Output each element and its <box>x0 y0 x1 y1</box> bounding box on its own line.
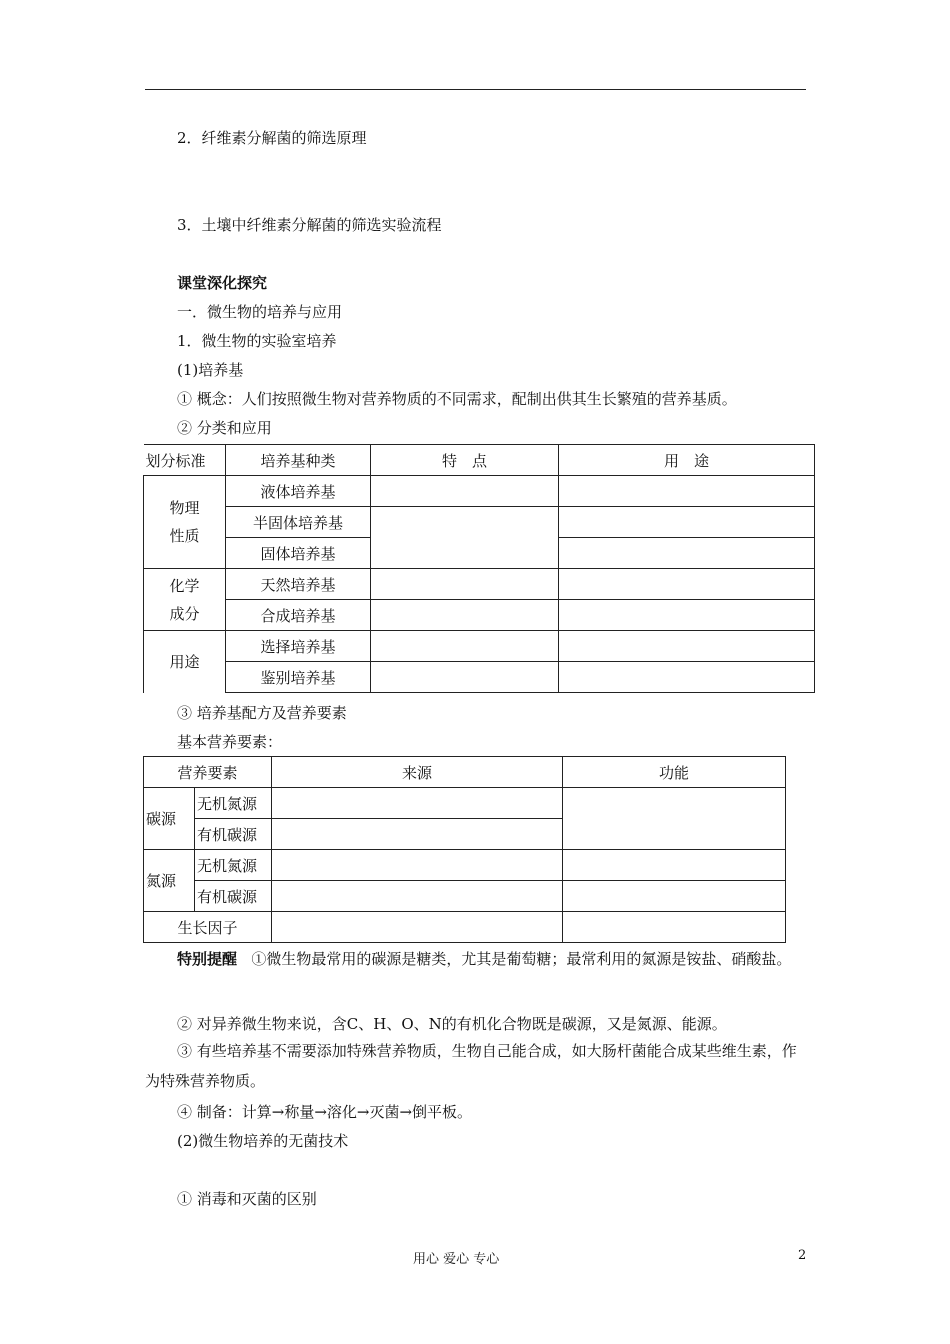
table-row <box>144 569 815 600</box>
group-label-line: 性质 <box>169 527 200 545</box>
source-cell <box>272 912 563 943</box>
group-label-line: 成分 <box>169 604 200 623</box>
tip-paragraph-1 <box>145 944 810 974</box>
formula-text: ③ 培养基配方及营养要素 <box>177 704 347 722</box>
source-cell <box>272 881 563 912</box>
header-source: 来源 <box>272 757 563 788</box>
use-cell <box>559 476 815 507</box>
header-criterion: 划分标准 <box>144 445 226 476</box>
sub-source: 无机氮源 <box>195 850 272 881</box>
header-function: 功能 <box>563 757 786 788</box>
table-header-row <box>144 445 815 476</box>
growth-factor-label: 生长因子 <box>144 912 272 943</box>
header-rule <box>145 89 806 90</box>
source-cell <box>272 788 563 819</box>
medium-type: 天然培养基 <box>226 569 371 600</box>
table-row <box>144 881 786 912</box>
table-row <box>144 850 786 881</box>
item-disinfection: ① 消毒和灭菌的区别 <box>177 1190 317 1208</box>
use-cell <box>559 631 815 662</box>
group-label-physical <box>144 476 226 569</box>
subsection-1-1: 1．微生物的实验室培养 <box>177 332 337 350</box>
function-cell <box>563 788 786 850</box>
group-label-line: 化学 <box>169 576 200 595</box>
feature-cell <box>371 507 559 569</box>
table-row <box>144 600 815 631</box>
table-row <box>144 507 815 538</box>
source-cell <box>272 819 563 850</box>
use-cell <box>559 662 815 693</box>
medium-type: 液体培养基 <box>226 476 371 507</box>
table-row <box>144 788 786 819</box>
tip-text-4: ④ 制备：计算→称量→溶化→灭菌→倒平板。 <box>177 1103 473 1121</box>
footer-slogan: 用心 爱心 专心 <box>413 1252 500 1267</box>
tip-label: 特别提醒 <box>177 950 238 968</box>
medium-type: 半固体培养基 <box>226 507 371 538</box>
medium-classification-table <box>143 444 815 693</box>
header-type: 培养基种类 <box>226 445 371 476</box>
group-label-use: 用途 <box>144 631 226 693</box>
feature-cell <box>371 600 559 631</box>
table-header-row <box>144 757 786 788</box>
feature-cell <box>371 569 559 600</box>
use-cell <box>559 600 815 631</box>
group-label-line: 物理 <box>169 499 200 517</box>
medium-type: 鉴别培养基 <box>226 662 371 693</box>
sub-source: 有机碳源 <box>195 819 272 850</box>
tip-text-3: ③ 有些培养基不需要添加特殊营养物质，生物自己能合成，如大肠杆菌能合成某些维生素，作为特殊营养物质。 <box>145 1042 797 1090</box>
table-row <box>144 476 815 507</box>
subsection-1: 一．微生物的培养与应用 <box>177 303 343 321</box>
section-title: 课堂深化探究 <box>177 274 268 292</box>
basic-nutrients-label: 基本营养要素： <box>177 733 283 751</box>
heading-2: 2．纤维素分解菌的筛选原理 <box>177 129 367 147</box>
feature-cell <box>371 631 559 662</box>
classify-text: ② 分类和应用 <box>177 419 272 437</box>
use-cell <box>559 569 815 600</box>
concept-text: ① 概念：人们按照微生物对营养物质的不同需求，配制出供其生长繁殖的营养基质。 <box>177 390 737 408</box>
header-feature: 特 点 <box>371 445 559 476</box>
medium-type: 固体培养基 <box>226 538 371 569</box>
function-cell <box>563 912 786 943</box>
item-culture-medium: (1)培养基 <box>177 361 244 379</box>
medium-type: 合成培养基 <box>226 600 371 631</box>
sub-source: 无机氮源 <box>195 788 272 819</box>
use-cell <box>559 507 815 538</box>
item-aseptic: (2)微生物培养的无菌技术 <box>177 1132 349 1150</box>
medium-type: 选择培养基 <box>226 631 371 662</box>
tip-text-2: ② 对异养微生物来说，含C、H、O、N的有机化合物既是碳源，又是氮源、能源。 <box>177 1015 727 1033</box>
group-label-chemical <box>144 569 226 631</box>
source-cell <box>272 850 563 881</box>
function-cell <box>563 850 786 881</box>
nutrient-table <box>143 756 786 943</box>
feature-cell <box>371 476 559 507</box>
tip-text-1: ①微生物最常用的碳源是糖类，尤其是葡萄糖；最常利用的氮源是铵盐、硝酸盐。 <box>251 950 792 968</box>
heading-3: 3．土壤中纤维素分解菌的筛选实验流程 <box>177 216 442 234</box>
header-use: 用 途 <box>559 445 815 476</box>
use-cell <box>559 538 815 569</box>
table-row <box>144 662 815 693</box>
header-nutrient: 营养要素 <box>144 757 272 788</box>
table-row <box>144 631 815 662</box>
feature-cell <box>371 662 559 693</box>
page-number: 2 <box>798 1248 807 1263</box>
table-row <box>144 912 786 943</box>
carbon-source-label: 碳源 <box>144 788 195 850</box>
sub-source: 有机碳源 <box>195 881 272 912</box>
function-cell <box>563 881 786 912</box>
nitrogen-source-label: 氮源 <box>144 850 195 912</box>
